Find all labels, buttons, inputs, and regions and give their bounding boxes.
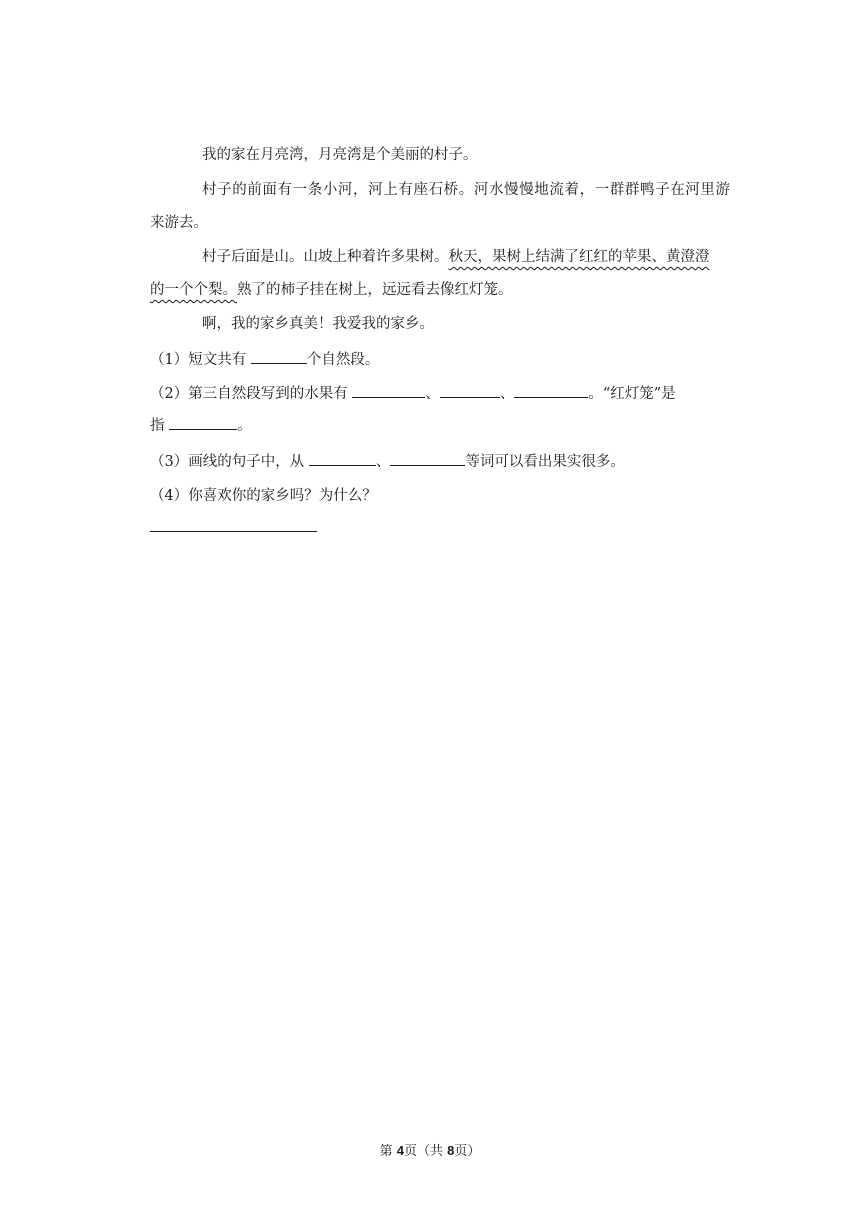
question-1-text: （1）短文共有 <box>150 352 251 368</box>
paragraph-2-line-2: 来游去。 <box>150 215 208 231</box>
question-2-line-2-end: 。 <box>237 418 252 434</box>
answer-blank-2d[interactable] <box>169 415 237 430</box>
total-pages-number: 8 <box>447 1143 455 1158</box>
question-3-text: （3）画线的句子中，从 <box>150 454 309 470</box>
footer-text: 第 <box>379 1144 397 1159</box>
question-2 <box>150 383 730 404</box>
footer-text: 页） <box>454 1144 481 1159</box>
paragraph-3-text: 村子后面是山。山坡上种着许多果树。 <box>202 249 449 265</box>
answer-blank-2c[interactable] <box>514 383 588 398</box>
separator: 、 <box>375 454 391 470</box>
paragraph-4: 啊，我的家乡真美！我爱我的家乡。 <box>202 316 434 332</box>
question-1 <box>150 349 730 370</box>
paragraph-3-line-2 <box>150 280 730 300</box>
question-2-line-2-text: 指 <box>150 418 170 434</box>
current-page-number: 4 <box>396 1143 404 1158</box>
answer-line-4[interactable] <box>150 531 317 532</box>
question-1-text-end: 个自然段。 <box>306 352 380 368</box>
paragraph-2-line-1: 村子的前面有一条小河，河上有座石桥。河水慢慢地流着，一群群鸭子在河里游 <box>202 182 730 198</box>
answer-blank-2b[interactable] <box>440 383 500 398</box>
question-3-text-end: 等词可以看出果实很多。 <box>465 454 625 470</box>
underlined-sentence-part-2: 的一个个梨。 <box>150 282 237 298</box>
paragraph-1: 我的家在月亮湾，月亮湾是个美丽的村子。 <box>202 147 478 163</box>
question-2-line-2 <box>150 415 730 436</box>
underlined-sentence-part-1: 秋天，果树上结满了红红的苹果、黄澄澄 <box>448 249 710 265</box>
answer-blank-2a[interactable] <box>352 383 425 398</box>
answer-blank-3a[interactable] <box>309 451 376 466</box>
separator: 、 <box>425 386 440 402</box>
paragraph-3-text-end: 熟了的柿子挂在树上，远远看去像红灯笼。 <box>237 282 513 298</box>
answer-blank-1[interactable] <box>251 349 307 364</box>
question-4: （4）你喜欢你的家乡吗？为什么？ <box>150 488 377 504</box>
question-2-text-end: 。“红灯笼”是 <box>588 386 676 402</box>
separator: 、 <box>499 386 515 402</box>
paragraph-3-line-1 <box>150 247 730 267</box>
footer-text: 页（共 <box>403 1144 448 1159</box>
question-3 <box>150 451 730 472</box>
question-2-text: （2）第三自然段写到的水果有 <box>150 386 353 402</box>
answer-blank-3b[interactable] <box>390 451 465 466</box>
page-footer <box>0 1140 860 1159</box>
